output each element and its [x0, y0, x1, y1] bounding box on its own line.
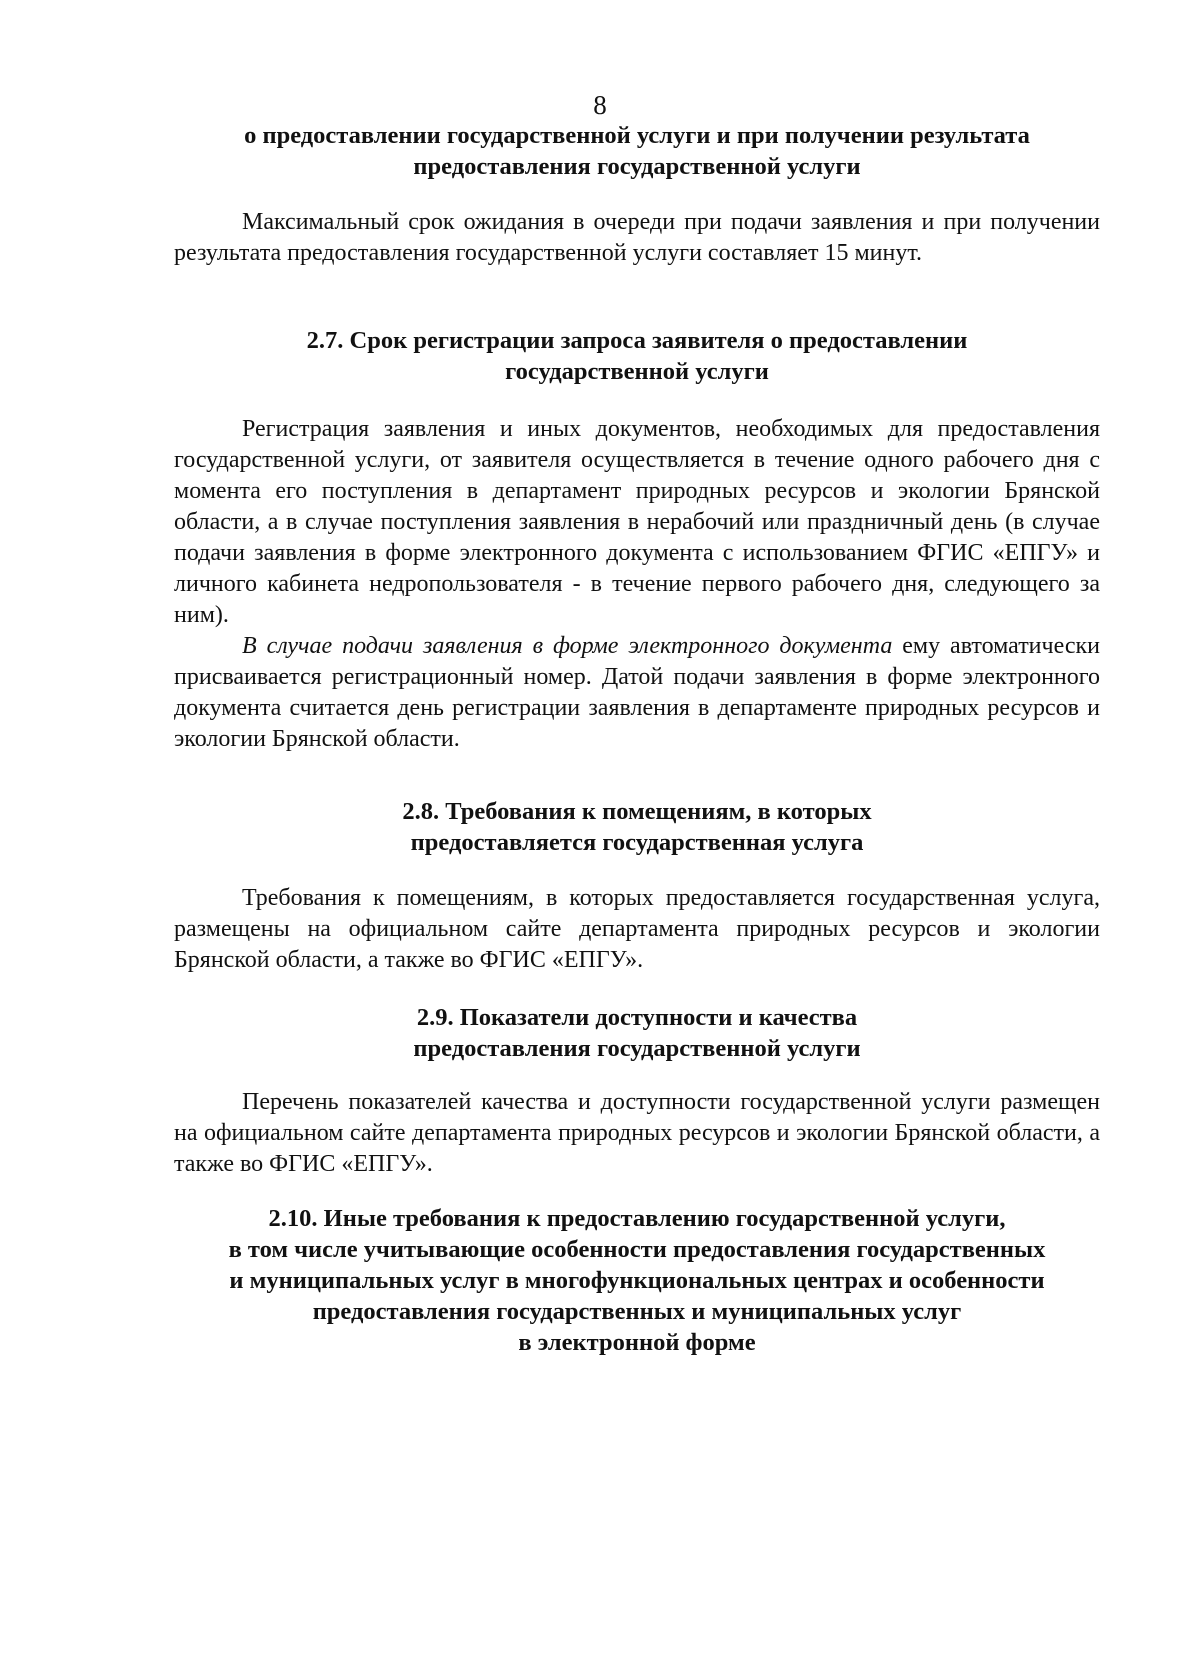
paragraph-2-7-registration [174, 414, 1100, 755]
section-heading-2-7 [174, 325, 1100, 387]
heading-line: предоставления государственных и муниципальных услуг [312, 1298, 962, 1325]
paragraph-wait-time [174, 207, 1100, 269]
heading-line: предоставления государственной услуги [413, 153, 861, 180]
heading-line: 2.10. Иные требования к предоставлению государственной услуги, [268, 1205, 1006, 1232]
paragraph-text: Перечень показателей качества и доступности государственной услуги размещен на официальном сайте департамента природных ресурсов и экологии Брянской области, а также во ФГИС «ЕПГУ». [174, 1089, 1100, 1177]
section-heading-continuation [174, 120, 1100, 182]
section-heading-2-10 [150, 1203, 1124, 1358]
heading-line: 2.8. Требования к помещениям, в которых [402, 798, 872, 825]
paragraph-electronic [174, 631, 1100, 755]
paragraph-2-8-premises [174, 883, 1100, 976]
heading-line: в том числе учитывающие особенности предоставления государственных [228, 1236, 1046, 1263]
heading-line: предоставления государственной услуги [413, 1035, 861, 1062]
section-heading-2-9 [174, 1002, 1100, 1064]
heading-line: в электронной форме [518, 1329, 756, 1356]
paragraph-text: Максимальный срок ожидания в очереди при подачи заявления и при получении результата предоставления государственной услуги составляет 15 минут. [174, 209, 1100, 266]
paragraph-text: ему автоматически присваивается регистрационный номер. Датой подачи заявления в форме электронного документа считается день регистрации заявления в департаменте природных ресурсов и экологии Брянской области. [174, 633, 1101, 752]
heading-line: 2.7. Срок регистрации запроса заявителя о предоставлении [306, 327, 968, 354]
page-number: 8 [593, 90, 607, 120]
heading-line: государственной услуги [505, 358, 769, 385]
paragraph-text: Требования к помещениям, в которых предоставляется государственная услуга, размещены на официальном сайте департамента природных ресурсов и экологии Брянской области, а также во ФГИС «ЕПГУ». [174, 885, 1100, 973]
heading-line: 2.9. Показатели доступности и качества [416, 1004, 858, 1031]
heading-line: и муниципальных услуг в многофункциональных центрах и особенности [229, 1267, 1045, 1294]
italic-phrase: В случае подачи заявления в форме электронного документа [242, 633, 893, 659]
heading-line: предоставляется государственная услуга [410, 829, 864, 856]
paragraph-text: Регистрация заявления и иных документов, необходимых для предоставления государственной услуги, от заявителя осуществляется в течение одного рабочего дня с момента его поступления в департамент природных ресурсов и экологии Брянской области, а в случае поступления заявления в нерабочий или праздничный день (в случае подачи заявления в форме электронного документа с использованием ФГИС «ЕПГУ» и личного кабинета недропользователя - в течение первого рабочего дня, следующего за ним). [174, 416, 1100, 628]
paragraph-2-9-indicators [174, 1087, 1100, 1180]
heading-line: о предоставлении государственной услуги и при получении результата [244, 122, 1030, 149]
section-heading-2-8 [174, 796, 1100, 858]
